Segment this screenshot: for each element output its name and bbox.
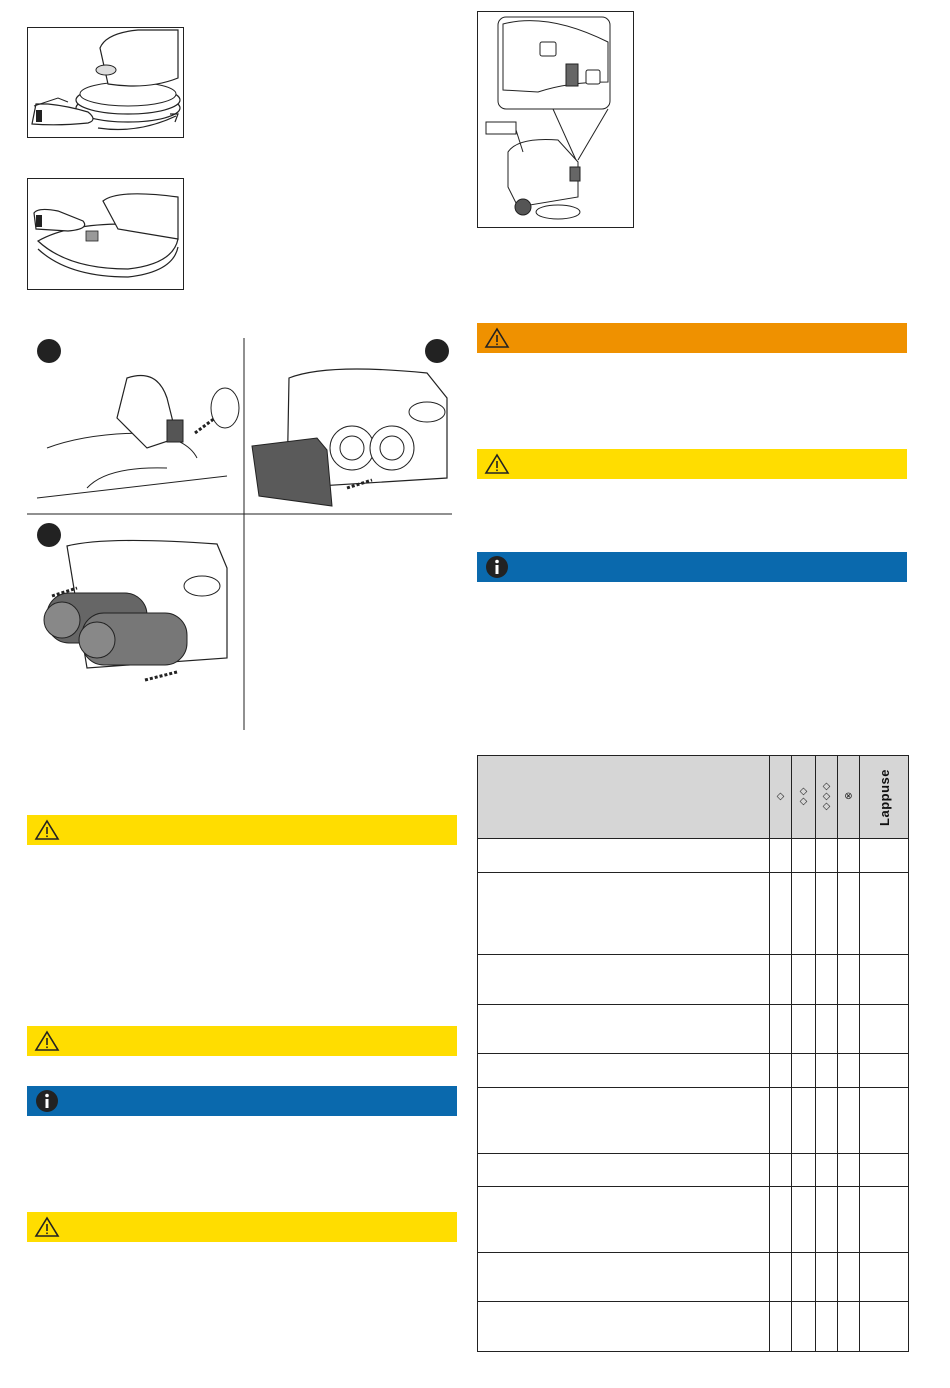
header-page [860,756,909,839]
brush-removal-steps-icon [27,338,452,730]
interval-symbol-daily: ◇ [776,791,785,802]
table-row [478,955,909,1005]
figure-brush-removal [27,338,452,730]
header-interval-4 [838,756,860,839]
warning-banner-2 [27,1026,457,1056]
maintenance-table [477,755,909,1352]
info-icon [27,1086,67,1116]
interval-symbol-monthly: ◇ ◇ ◇ [822,781,831,812]
warning-banner-4 [477,449,907,479]
danger-banner [477,323,907,353]
warning-triangle-icon [477,449,517,479]
header-interval-2 [792,756,816,839]
interval-symbol-weekly: ◇ ◇ [799,786,808,807]
table-row [478,839,909,873]
header-interval-3 [816,756,838,839]
warning-banner-1 [27,815,457,845]
table-row [478,1005,909,1054]
warning-triangle-icon [27,815,67,845]
table-row [478,1187,909,1253]
table-row [478,1253,909,1302]
table-header-row [478,756,909,839]
page-column-label: Lappuse [876,768,892,826]
figure-pedal-press [27,178,184,290]
figure-pedal-release [27,27,184,138]
header-interval-1 [770,756,792,839]
header-description [478,756,770,839]
warning-banner-3 [27,1212,457,1242]
table-row [478,1302,909,1352]
interval-symbol-service: ⊗ [844,791,853,802]
info-icon [477,552,517,582]
warning-triangle-icon [477,323,517,353]
figure-machine-overview [477,11,634,228]
table-row [478,1154,909,1187]
warning-triangle-icon [27,1212,67,1242]
table-row [478,1054,909,1088]
warning-triangle-icon [27,1026,67,1056]
table-row [478,873,909,955]
note-banner-1 [27,1086,457,1116]
note-banner-2 [477,552,907,582]
foot-pedal-press-icon [28,179,183,289]
table-row [478,1088,909,1154]
foot-pedal-release-icon [28,28,183,137]
machine-overview-icon [478,12,633,227]
